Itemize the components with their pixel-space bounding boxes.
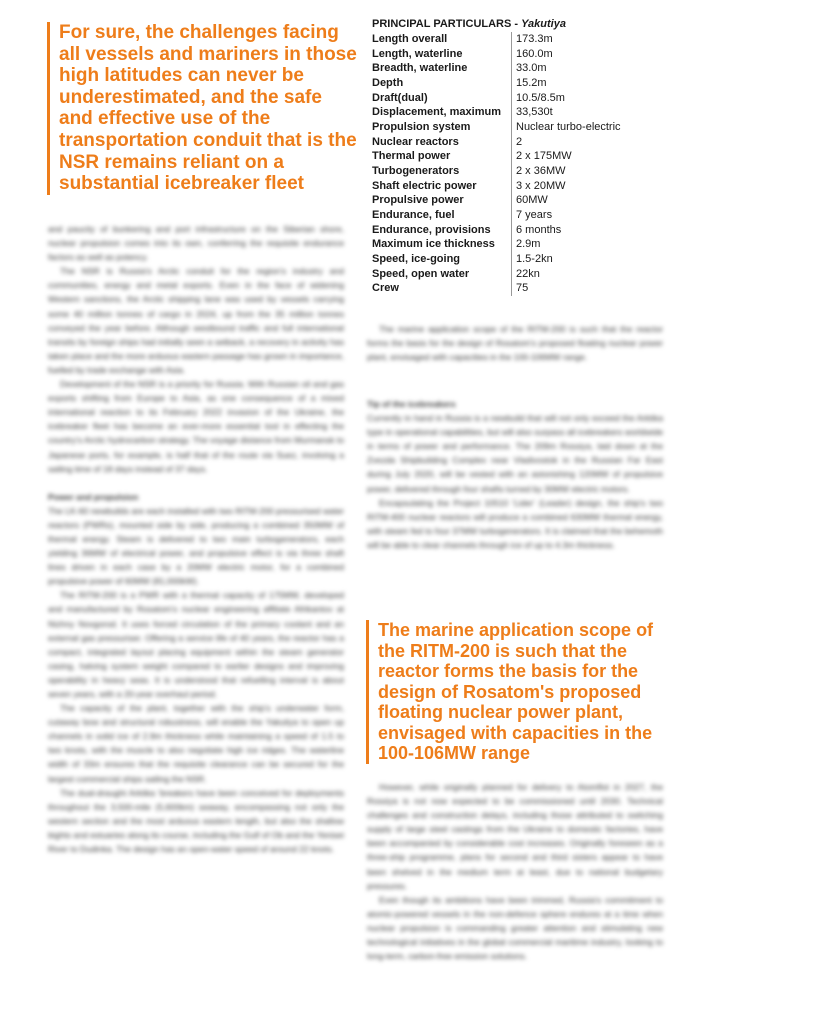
spec-row [372, 47, 621, 62]
article-right-column-middle [367, 397, 663, 552]
spec-row [372, 149, 621, 164]
spec-value: 33,530t [516, 106, 553, 119]
article-paragraph: The capacity of the plant, together with the ship's underwater form, cutaway bow and structural robustness, will enable the Yakutiya to open up channels in solid ice of 2.9m thickness while maintaining a speed of 1.5 to two knots, with the muscle to also negotiate high ice ridges. The waterline width of 33m ensures that the requisite clearance can be secured for the largest commercial ships sailing the NSR. [48, 703, 344, 784]
specs-title [372, 17, 672, 32]
spec-label: Turbogenerators [372, 164, 512, 179]
spec-value: 33.0m [516, 62, 547, 75]
spec-label: Nuclear reactors [372, 135, 512, 150]
spec-row [372, 193, 621, 208]
spec-label: Endurance, provisions [372, 223, 512, 238]
article-paragraph: The NSR is Russia's Arctic conduit for the region's industry and communities, energy and metal exports. Even in the face of widening Western sanctions, the Arctic shipping lane was used by vessels carrying some 40 million tonnes of cargo in 2024, up from the 35 million tonnes conveyed the year before. Although westbound traffic and full international transits by foreign ships had initially seen a setback, a recovery in activity has taken place and the more arduous eastern passage has grown in importance, fuelled by trade exchange with Asia. [48, 266, 344, 375]
spec-value: 10.5/8.5m [516, 91, 565, 104]
spec-row [372, 76, 621, 91]
article-paragraph: The dual-draught Arktika 'breakers have been conceived for deployments throughout the 3,500-mile (5,600km) seaway, encompassing not only the western section and the most arduous eastern length, but also the shallow bights and estuaries along its course, including the Gulf of Ob and the Yenisei River to Dudinka. The design has an open-water speed of around 22 knots. [48, 787, 344, 855]
spec-row [372, 237, 621, 252]
spec-value: Nuclear turbo-electric [516, 120, 621, 133]
spec-value: 60MW [516, 194, 548, 207]
article-paragraph: The LK-60 newbuilds are each installed with two RITM-200 pressurised water reactors (PWRs), mounted side by side, producing a combined 350MW of thermal energy. Steam is delivered to two main turbogenerators, each yielding 36MW of electrical power, and propulsive effect is via three shaft lines driven in each case by a 20MW electric motor, for a combined propulsive power of 60MW (81,000kW). [48, 505, 344, 587]
spec-label: Propulsive power [372, 193, 512, 208]
spec-value: 2.9m [516, 238, 541, 251]
spec-row [372, 223, 621, 238]
article-paragraph: Development of the NSR is a priority for Russia. With Russian oil and gas exports shifting from Europe to Asia, as one consequence of a mixed international reaction to its February 2022 invasion of the Ukraine, the icebreaker fleet has become an ever-more essential tool in effecting the country's Arctic hydrocarbon strategy. The voyage distance from Murmansk to Japanese ports, for example, is half that of the route via Suez, involving a sailing time of 18 days instead of 37 days. [48, 379, 344, 474]
spec-label: Draft(dual) [372, 91, 512, 106]
spec-row [372, 105, 621, 120]
spec-value: 2 [516, 135, 523, 148]
article-paragraph: The marine application scope of the RITM-200 is such that the reactor forms the basis for the design of Rosatom's proposed floating nuclear power plant, envisaged with capacities in the 100-106MW range. [367, 324, 663, 363]
article-paragraph: Currently in hand in Russia is a newbuild that will not only exceed the Arktika type in operational capabilities, but will also surpass all icebreakers worldwide in terms of power and performance. The 209m Rossiya, laid down at the Zvezda Shipbuilding Complex near Vladivostok in the Russian Far East during July 2020, will be vested with an astonishing 120MW of propulsive power, delivered through four shafts turned by 30MW electric motors. [367, 413, 663, 494]
spec-row [372, 267, 621, 282]
article-right-column-bottom [367, 780, 663, 963]
spec-row [372, 164, 621, 179]
specs-vessel-name: Yakutiya [521, 18, 566, 30]
article-paragraph: and paucity of bunkering and port infrastructure on the Siberian shore, nuclear propulsion comes into its own, conferring the requisite endurance factors as well as potency. [48, 224, 344, 263]
article-paragraph: However, while originally planned for delivery to Atomflot in 2027, the Rossiya is not now expected to be commissioned until 2030. Technical challenges and construction delays, including those attributed to switching supply of large steel castings from the Ukraine to domestic factories, have been accompanied by considerable cost increases. Originally foreseen as a three-ship programme, plans for second and third sisters appear to have been shelved in the medium term at least, due to national budgetary pressures. [367, 782, 663, 891]
spec-value: 75 [516, 282, 529, 295]
spec-row [372, 61, 621, 76]
spec-value: 160.0m [516, 47, 553, 60]
spec-label: Shaft electric power [372, 179, 512, 194]
spec-value: 2 x 36MW [516, 164, 566, 177]
spec-value: 7 years [516, 208, 553, 221]
principal-particulars-table [372, 17, 672, 296]
spec-label: Propulsion system [372, 120, 512, 135]
spec-label: Thermal power [372, 149, 512, 164]
spec-label: Crew [372, 281, 512, 296]
spec-label: Depth [372, 76, 512, 91]
section-heading: Power and propulsion [48, 491, 139, 502]
specs-title-label: PRINCIPAL PARTICULARS - [372, 18, 522, 30]
section-heading: Tip of the icebreakers [367, 399, 456, 409]
article-paragraph: Encapsulating the Project 10510 'Lider' (Leader) design, the ship's two RITM-400 nuclear reactors will produce a combined 630MW thermal energy, with steam fed to four 37MW turbogenerators. It is claimed that the behemoth will be able to clear channels through ice of up to 4.3m thickness. [367, 497, 663, 550]
spec-label: Speed, open water [372, 267, 512, 282]
spec-row [372, 252, 621, 267]
spec-row [372, 120, 621, 135]
spec-label: Breadth, waterline [372, 61, 512, 76]
spec-row [372, 281, 621, 296]
spec-label: Length overall [372, 32, 512, 47]
article-paragraph: The RITM-200 is a PWR with a thermal capacity of 175MW, developed and manufactured by Rosatom's nuclear engineering affiliate Afrikantov at Nizhny Novgorod. It uses forced circulation of the primary coolant and an external gas pressuriser. Offering a service life of 40 years, the reactor has a compact, integrated layout placing equipment within the steam generator casing, halving system weight compared to earlier designs and improving operability in heavy seas. It is understood that refuelling interval is about seven years, with a 20-year overhaul period. [48, 590, 344, 699]
spec-row [372, 208, 621, 223]
spec-row [372, 135, 621, 150]
spec-row [372, 32, 621, 47]
spec-label: Displacement, maximum [372, 105, 512, 120]
spec-row [372, 91, 621, 106]
spec-label: Maximum ice thickness [372, 237, 512, 252]
spec-label: Endurance, fuel [372, 208, 512, 223]
spec-value: 22kn [516, 267, 540, 280]
spec-value: 173.3m [516, 33, 553, 45]
spec-value: 2 x 175MW [516, 150, 572, 163]
spec-label: Length, waterline [372, 47, 512, 62]
spec-label: Speed, ice-going [372, 252, 512, 267]
article-left-column [48, 222, 344, 856]
pull-quote-bottom: The marine application scope of the RITM-200 is such that the reactor forms the basis for the design of Rosatom's proposed floating nuclear power plant, envisaged with capacities in the 100-106MW range [366, 620, 678, 764]
spec-value: 3 x 20MW [516, 179, 566, 192]
article-paragraph: Even though its ambitions have been trimmed, Russia's commitment to atomic-powered vessels in the non-defence sphere endures at a time when nuclear propulsion is commanding greater attention and stimulating new technological initiatives in the global commercial maritime industry, looking to long-term, carbon-free emission solutions. [367, 894, 663, 962]
spec-row [372, 179, 621, 194]
spec-value: 1.5-2kn [516, 252, 553, 265]
pull-quote-top: For sure, the challenges facing all vessels and mariners in those high latitudes can never be underestimated, and the safe and effective use of the transportation conduit that is the NSR remains reliant on a substantial icebreaker fleet [47, 22, 359, 195]
article-right-column-top [367, 322, 663, 364]
spec-value: 6 months [516, 223, 562, 236]
spec-value: 15.2m [516, 76, 547, 89]
